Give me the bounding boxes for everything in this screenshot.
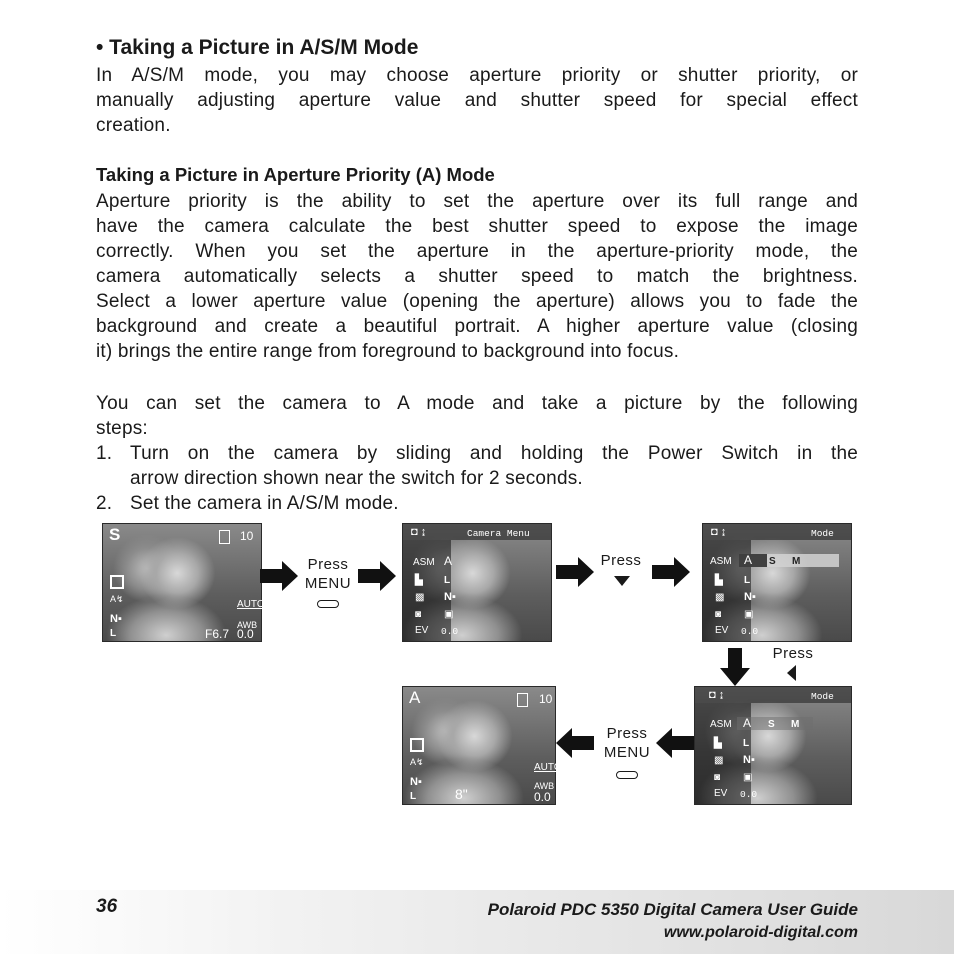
- size-icon: L: [410, 791, 417, 802]
- arrow-right-icon: [260, 561, 300, 591]
- steps-intro: [96, 391, 858, 441]
- quality-menu-icon: ▩: [715, 592, 725, 603]
- quality-menu-icon: ▩: [415, 592, 425, 603]
- camera-tab-icon: ◘ ↨: [709, 689, 725, 701]
- mode-indicator: S: [109, 525, 121, 544]
- menu-text: MENU: [304, 575, 352, 592]
- step-line: Set the camera in A/S/M mode.: [130, 493, 399, 514]
- step-number: 1.: [96, 443, 113, 464]
- step-1: [96, 441, 858, 491]
- mode-option-s: S: [768, 719, 775, 730]
- ev-value: 0.0: [237, 627, 254, 641]
- size-icon: ▙: [415, 575, 423, 586]
- aperture-value: F6.7: [205, 627, 230, 641]
- body-line: have the camera calculate the best shutter speed to expose the image: [96, 216, 858, 237]
- size-icon: ▙: [715, 575, 723, 586]
- intro-paragraph: [96, 63, 858, 138]
- arrow-down-icon: [720, 648, 750, 688]
- step-text: [130, 491, 858, 516]
- size-value: L: [444, 575, 451, 586]
- quality-menu-icon: ▩: [714, 755, 724, 766]
- step-line: Turn on the camera by sliding and holding the Power Switch in the: [130, 443, 858, 464]
- footer-url: www.polaroid-digital.com: [663, 924, 858, 941]
- drive-value: ▣: [743, 772, 753, 783]
- white-balance: AWB: [237, 620, 258, 630]
- press-left-label: Press: [772, 645, 814, 662]
- ev-value: 0.0: [740, 789, 758, 800]
- drive-value: ▣: [744, 609, 754, 620]
- quality-icon: N▪: [410, 776, 422, 788]
- body-line: camera automatically selects a shutter speed to match the brightness.: [96, 266, 858, 287]
- size-value: L: [743, 738, 750, 749]
- ev-value: 0.0: [534, 790, 551, 804]
- press-text: Press: [606, 725, 648, 742]
- quality-value: N▪: [444, 591, 456, 603]
- footer-title: Polaroid PDC 5350 Digital Camera User Guide: [487, 900, 858, 919]
- memory-card-icon: [517, 693, 528, 707]
- body-line: background and create a beautiful portrait. A higher aperture value (closing: [96, 316, 858, 337]
- mode-option-s: S: [769, 556, 776, 567]
- asm-value: A: [444, 554, 453, 568]
- flash-auto-icon: A↯: [410, 757, 424, 767]
- menu-button-icon: [317, 600, 339, 608]
- camera-tab-icon: ◘ ↨: [411, 526, 427, 538]
- screen-mode-a-confirmed: [694, 686, 852, 805]
- drive-icon: ◙: [715, 609, 722, 620]
- body-line: correctly. When you set the aperture in the aperture-priority mode, the: [96, 241, 858, 262]
- screen-a-mode: [402, 686, 562, 805]
- body-line: it) brings the entire range from foreground to background into focus.: [96, 341, 680, 362]
- step-2: [96, 491, 858, 516]
- intro-line: manually adjusting aperture value and shutter speed for special effect: [96, 90, 858, 111]
- steps-intro-line: steps:: [96, 418, 148, 439]
- screen-camera-menu: [402, 523, 552, 642]
- screen-s-mode: [102, 523, 265, 642]
- drive-icon: ◙: [714, 772, 721, 783]
- steps-intro-line: You can set the camera to A mode and take a picture by the following: [96, 393, 858, 414]
- arrow-right-icon: [556, 557, 596, 587]
- arrow-left-icon: [656, 728, 694, 758]
- menu-button-icon: [616, 771, 638, 779]
- ev-label: EV: [415, 625, 429, 636]
- subheading: Taking a Picture in Aperture Priority (A) Mode: [96, 164, 495, 185]
- size-icon: ▙: [714, 738, 722, 749]
- body-paragraph: [96, 189, 858, 364]
- mode-option-a: A: [744, 553, 753, 567]
- screen-mode-a: [702, 523, 852, 642]
- step-number: 2.: [96, 493, 113, 514]
- quality-icon: N▪: [110, 613, 122, 625]
- body-line: Aperture priority is the ability to set the aperture over its full range and: [96, 191, 858, 212]
- shutter-value: 8": [455, 786, 468, 802]
- single-shot-icon: [110, 575, 124, 589]
- arrow-left-icon: [556, 728, 594, 758]
- size-value: L: [744, 575, 751, 586]
- press-down-label: Press: [600, 552, 642, 569]
- down-button-icon: [614, 576, 630, 586]
- menu-title: Mode: [811, 528, 834, 539]
- step-line: arrow direction shown near the switch for 2 seconds.: [130, 468, 583, 489]
- asm-icon: ASM: [710, 719, 732, 730]
- menu-title: Mode: [811, 691, 834, 702]
- memory-card-icon: [219, 530, 230, 544]
- drive-icon: ◙: [415, 609, 422, 620]
- page-number: 36: [96, 896, 118, 917]
- mode-option-m: M: [791, 719, 800, 730]
- menu-text: MENU: [603, 744, 651, 761]
- press-text: Press: [307, 556, 349, 573]
- flash-auto-icon: A↯: [110, 594, 124, 604]
- size-icon: L: [110, 628, 117, 639]
- ev-label: EV: [714, 788, 728, 799]
- arrow-right-icon: [652, 557, 692, 587]
- iso-auto: AUTO: [534, 762, 562, 773]
- section-heading: • Taking a Picture in A/S/M Mode: [96, 36, 419, 59]
- single-shot-icon: [410, 738, 424, 752]
- quality-value: N▪: [743, 754, 755, 766]
- intro-line: creation.: [96, 115, 171, 136]
- intro-line: In A/S/M mode, you may choose aperture priority or shutter priority, or: [96, 65, 858, 86]
- ev-value: 0.0: [441, 626, 459, 637]
- mode-indicator: A: [409, 688, 421, 707]
- drive-value: ▣: [444, 609, 454, 620]
- ev-label: EV: [715, 625, 729, 636]
- asm-icon: ASM: [413, 557, 435, 568]
- white-balance: AWB: [534, 781, 555, 791]
- ev-value: 0.0: [741, 626, 759, 637]
- press-menu-label: [300, 555, 356, 593]
- iso-auto: AUTO: [237, 599, 265, 610]
- shot-count: 10: [240, 529, 254, 543]
- mode-option-m: M: [792, 556, 801, 567]
- quality-value: N▪: [744, 591, 756, 603]
- step-text: [130, 441, 858, 491]
- asm-icon: ASM: [710, 556, 732, 567]
- shot-count: 10: [539, 692, 553, 706]
- press-menu-label: [598, 724, 656, 762]
- camera-tab-icon: ◘ ↨: [711, 526, 727, 538]
- body-line: Select a lower aperture value (opening the aperture) allows you to fade the: [96, 291, 858, 312]
- mode-option-a: A: [743, 716, 752, 730]
- menu-title: Camera Menu: [467, 528, 530, 539]
- left-button-icon: [787, 665, 796, 681]
- arrow-right-icon: [358, 561, 398, 591]
